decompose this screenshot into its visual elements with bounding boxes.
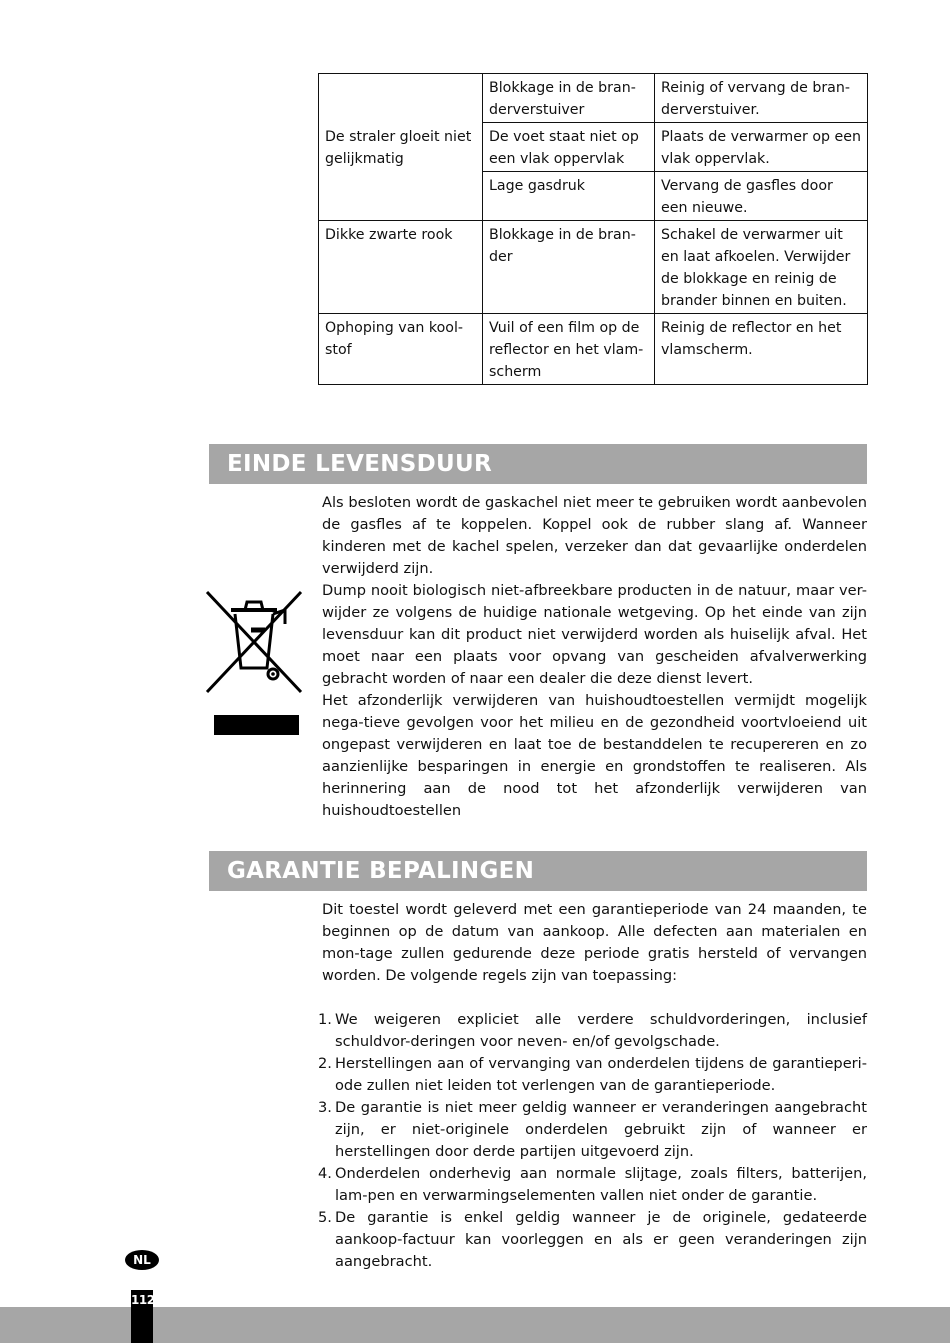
- cause-cell: Vuil of een film op de reflector en het vlam-scherm: [483, 314, 655, 385]
- list-item: [318, 1163, 867, 1207]
- paragraph: Als besloten wordt de gaskachel niet meer te gebruiken wordt aanbevolen de gasfles af te koppelen. Koppel ook de rubber slang af. Wanneer kinderen met de kachel spelen, verzeker dan dat gevaarlijke onderdelen verwijderd zijn.: [322, 494, 867, 577]
- troubleshooting-table: [318, 73, 868, 385]
- remedy-cell: Plaats de verwarmer op een vlak oppervlak.: [655, 123, 868, 172]
- end-of-life-text: [322, 492, 867, 822]
- list-number: 5.: [318, 1209, 332, 1226]
- crossed-out-wheelie-bin-icon: [205, 588, 305, 696]
- list-item-text: De garantie is enkel geldig wanneer je de originele, gedateerde aankoop-factuur kan voorleggen en als er geen veranderingen zijn aangebracht.: [335, 1209, 867, 1270]
- cause-cell: Blokkage in de bran-derverstuiver: [483, 74, 655, 123]
- list-item: [318, 1207, 867, 1273]
- list-number: 1.: [318, 1011, 332, 1028]
- list-item: [318, 1097, 867, 1163]
- warranty-intro: Dit toestel wordt geleverd met een garantieperiode van 24 maanden, te beginnen op de datum van aankoop. Alle defecten aan materialen en mon-tage zullen gedurende deze periode gratis hersteld of vervangen worden. De volgende regels zijn van toepassing:: [322, 901, 867, 984]
- list-item: [318, 1053, 867, 1097]
- section-heading-end-of-life: EINDE LEVENSDUUR: [209, 444, 867, 484]
- cause-cell: Blokkage in de bran-der: [483, 221, 655, 314]
- remedy-cell: Vervang de gasfles door een nieuwe.: [655, 172, 868, 221]
- remedy-cell: Schakel de verwarmer uit en laat afkoelen. Verwijder de blokkage en reinig de brander binnen en buiten.: [655, 221, 868, 314]
- list-number: 2.: [318, 1055, 332, 1072]
- paragraph: Het afzonderlijk verwijderen van huishoudtoestellen vermijdt mogelijk nega-tieve gevolgen voor het milieu en de gezondheid voortvloeiend uit ongepast verwijderen en laat toe de bestanddelen te recupereren en zo aanzienlijke besparingen in energie en grondstoffen te realiseren. Als herinnering aan de nood tot het afzonderlijk verwijderen van huishoudtoestellen: [322, 692, 867, 819]
- list-item-text: De garantie is niet meer geldig wanneer er veranderingen aangebracht zijn, er niet-originele onderdelen gebruikt zijn of wanneer er herstellingen door derde partijen uitgevoerd zijn.: [335, 1099, 867, 1160]
- cause-cell: De voet staat niet op een vlak oppervlak: [483, 123, 655, 172]
- remedy-cell: Reinig de reflector en het vlamscherm.: [655, 314, 868, 385]
- warranty-rules-list: [318, 1009, 867, 1273]
- list-number: 3.: [318, 1099, 332, 1116]
- separate-collection-bar: [214, 715, 299, 735]
- section-heading-warranty: GARANTIE BEPALINGEN: [209, 851, 867, 891]
- table-row: [319, 314, 868, 385]
- list-item-text: Herstellingen aan of vervanging van onderdelen tijdens de garantieperi-ode zullen niet leiden tot verlengen van de garantieperiode.: [335, 1055, 867, 1094]
- list-item: [318, 1009, 867, 1053]
- page-number: 112: [131, 1293, 155, 1307]
- symptom-cell: Ophoping van kool-stof: [319, 314, 483, 385]
- remedy-cell: Reinig of vervang de bran-derverstuiver.: [655, 74, 868, 123]
- table-row: [319, 221, 868, 314]
- paragraph: Dump nooit biologisch niet-afbreekbare producten in de natuur, maar ver-wijder ze volgens de huidige nationale wetgeving. Op het einde van zijn levensduur kan dit product niet verwijderd worden als huiselijk afval. Het moet naar een plaats voor opvang van gescheiden afvalverwerking gebracht worden of naar een dealer die deze dienst levert.: [322, 582, 867, 687]
- symptom-cell: Dikke zwarte rook: [319, 221, 483, 314]
- symptom-cell: De straler gloeit niet gelijkmatig: [319, 74, 483, 221]
- cause-cell: Lage gasdruk: [483, 172, 655, 221]
- list-number: 4.: [318, 1165, 332, 1182]
- list-item-text: We weigeren expliciet alle verdere schuldvorderingen, inclusief schuldvor-deringen voor neven- en/of gevolgschade.: [335, 1011, 867, 1050]
- language-badge: NL: [125, 1250, 159, 1270]
- table-row: [319, 74, 868, 123]
- list-item-text: Onderdelen onderhevig aan normale slijtage, zoals filters, batterijen, lam-pen en verwarmingselementen vallen niet onder de garantie.: [335, 1165, 867, 1204]
